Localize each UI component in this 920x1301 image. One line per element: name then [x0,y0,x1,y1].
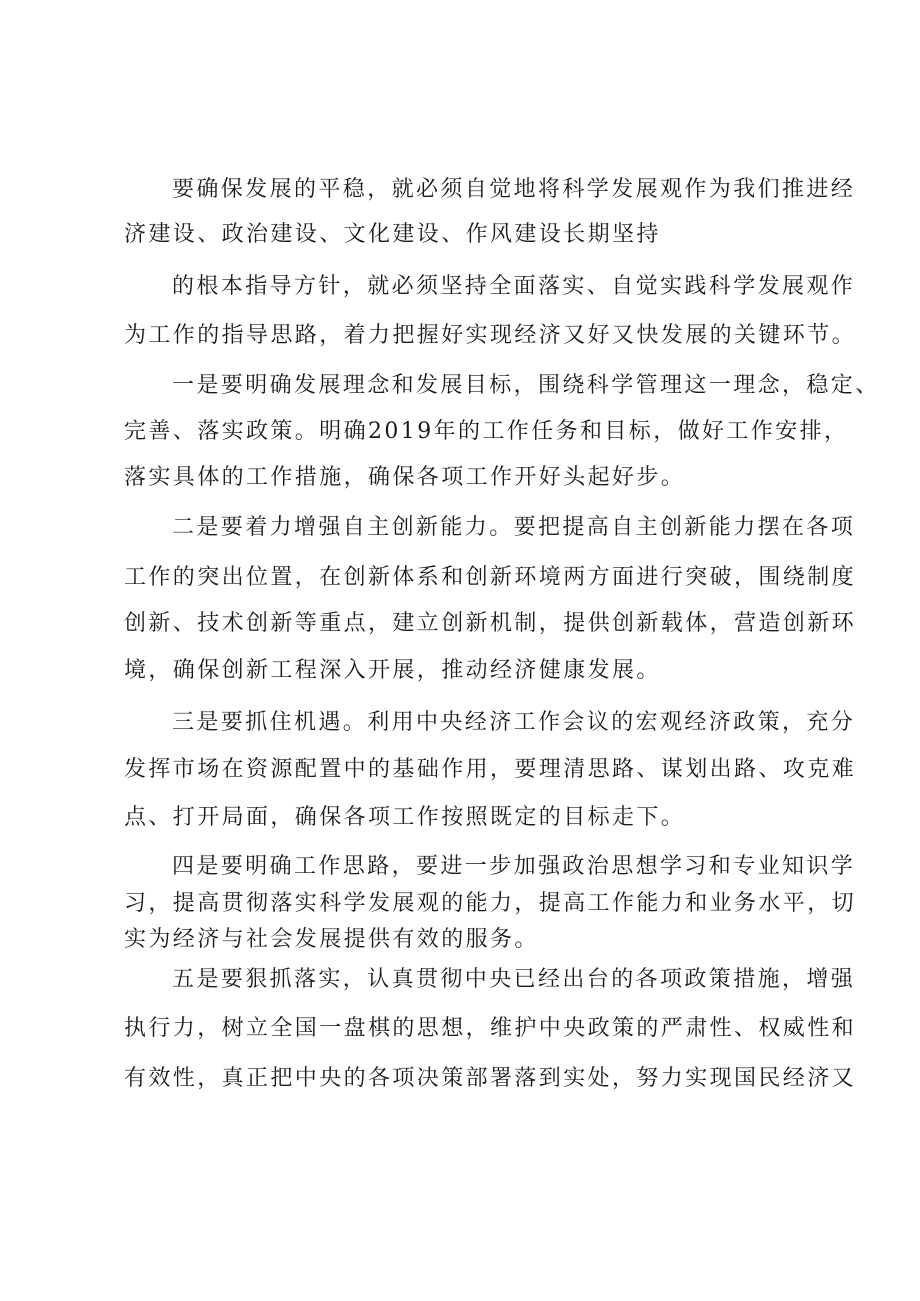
paragraph-5-line-2: 发挥市场在资源配置中的基础作用，要理清思路、谋划出路、攻克难 [124,757,857,782]
paragraph-4-line-2: 工作的突出位置，在创新体系和创新环境两方面进行突破，围绕制度 [124,565,857,590]
paragraph-3-line-2: 完善、落实政策。明确2019年的工作任务和目标，做好工作安排， [124,419,849,444]
paragraph-1-line-1: 要确保发展的平稳，就必须自觉地将科学发展观作为我们推进经 [172,177,856,202]
paragraph-7-line-3: 有效性，真正把中央的各项决策部署落到实处，努力实现国民经济又 [124,1066,857,1091]
paragraph-3-line-1: 一是要明确发展理念和发展目标，围绕科学管理这一理念，稳定、 [172,373,880,398]
paragraph-4-line-1: 二是要着力增强自主创新能力。要把提高自主创新能力摆在各项 [172,515,856,540]
paragraph-3-line-3: 落实具体的工作措施，确保各项工作开好头起好步。 [124,465,686,490]
paragraph-6-line-3: 实为经济与社会发展提供有效的服务。 [124,927,539,952]
paragraph-1-line-2: 济建设、政治建设、文化建设、作风建设长期坚持 [124,222,661,247]
paragraph-5-line-3: 点、打开局面，确保各项工作按照既定的目标走下。 [124,805,686,830]
paragraph-7-line-2: 执行力，树立全国一盘棋的思想，维护中央政策的严肃性、权威性和 [124,1016,857,1041]
paragraph-7-line-1: 五是要狠抓落实，认真贯彻中央已经出台的各项政策措施，增强 [172,967,856,992]
paragraph-6-line-1: 四是要明确工作思路，要进一步加强政治思想学习和专业知识学 [172,854,856,879]
paragraph-2-line-2: 为工作的指导思路，着力把握好实现经济又好又快发展的关键环节。 [124,323,857,348]
paragraph-6-line-2: 习，提高贯彻落实科学发展观的能力，提高工作能力和业务水平，切 [124,891,857,916]
paragraph-2-line-1: 的根本指导方针，就必须坚持全面落实、自觉实践科学发展观作 [172,274,856,299]
paragraph-5-line-1: 三是要抓住机遇。利用中央经济工作会议的宏观经济政策，充分 [172,710,856,735]
paragraph-4-line-4: 境，确保创新工程深入开展，推动经济健康发展。 [124,658,661,683]
paragraph-4-line-3: 创新、技术创新等重点，建立创新机制，提供创新载体，营造创新环 [124,611,857,636]
